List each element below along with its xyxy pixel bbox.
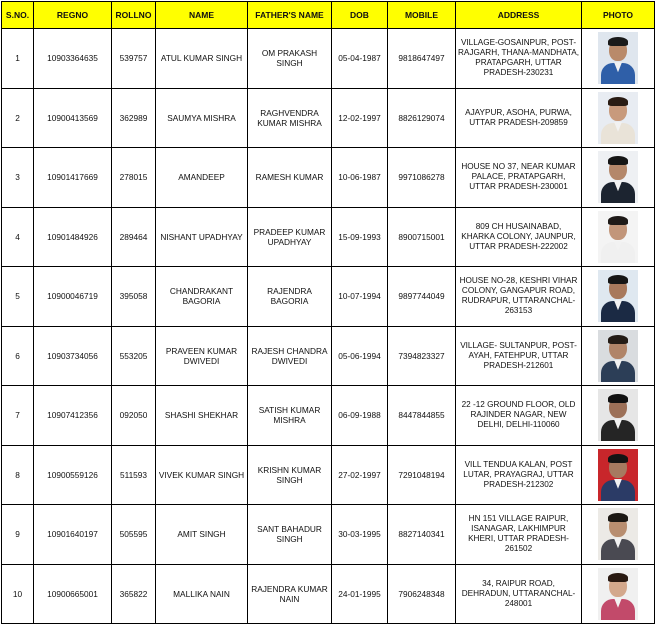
cell-dob: 10-07-1994	[332, 267, 388, 327]
header-mobile: MOBILE	[388, 2, 456, 29]
cell-father: RAJESH CHANDRA DWIVEDI	[248, 326, 332, 386]
cell-dob: 06-09-1988	[332, 386, 388, 446]
photo-hair	[608, 394, 628, 403]
cell-rollno: 092050	[112, 386, 156, 446]
candidate-photo	[598, 389, 638, 441]
header-dob: DOB	[332, 2, 388, 29]
cell-rollno: 365822	[112, 564, 156, 624]
cell-regno: 10903734056	[34, 326, 112, 386]
cell-photo	[582, 505, 655, 565]
cell-rollno: 539757	[112, 29, 156, 89]
cell-dob: 27-02-1997	[332, 445, 388, 505]
photo-hair	[608, 513, 628, 522]
cell-name: VIVEK KUMAR SINGH	[156, 445, 248, 505]
header-row	[2, 2, 655, 29]
cell-regno: 10900665001	[34, 564, 112, 624]
cell-name: NISHANT UPADHYAY	[156, 207, 248, 267]
cell-father: OM PRAKASH SINGH	[248, 29, 332, 89]
candidate-photo	[598, 92, 638, 144]
cell-mobile: 9818647497	[388, 29, 456, 89]
candidate-photo	[598, 508, 638, 560]
photo-hair	[608, 573, 628, 582]
cell-rollno: 511593	[112, 445, 156, 505]
cell-dob: 05-04-1987	[332, 29, 388, 89]
cell-sno: 8	[2, 445, 34, 505]
cell-regno: 10901484926	[34, 207, 112, 267]
cell-photo	[582, 88, 655, 148]
cell-sno: 4	[2, 207, 34, 267]
cell-mobile: 7291048194	[388, 445, 456, 505]
table-row	[2, 386, 655, 446]
cell-regno: 10901640197	[34, 505, 112, 565]
cell-address: VILLAGE-GOSAINPUR, POST-RAJGARH, THANA-MANDHATA, PRATAPGARH, UTTAR PRADESH-230231	[456, 29, 582, 89]
cell-name: CHANDRAKANT BAGORIA	[156, 267, 248, 327]
candidate-photo	[598, 211, 638, 263]
table-row	[2, 326, 655, 386]
cell-photo	[582, 267, 655, 327]
cell-sno: 3	[2, 148, 34, 208]
cell-father: SATISH KUMAR MISHRA	[248, 386, 332, 446]
cell-mobile: 9971086278	[388, 148, 456, 208]
header-address: ADDRESS	[456, 2, 582, 29]
cell-regno: 10903364635	[34, 29, 112, 89]
photo-hair	[608, 156, 628, 165]
cell-address: HOUSE NO 37, NEAR KUMAR PALACE, PRATAPGARH, UTTAR PRADESH-230001	[456, 148, 582, 208]
cell-sno: 7	[2, 386, 34, 446]
cell-mobile: 8826129074	[388, 88, 456, 148]
table-row	[2, 505, 655, 565]
table-row	[2, 148, 655, 208]
candidate-photo	[598, 270, 638, 322]
cell-mobile: 8900715001	[388, 207, 456, 267]
cell-dob: 10-06-1987	[332, 148, 388, 208]
cell-mobile: 7906248348	[388, 564, 456, 624]
cell-father: RAJENDRA KUMAR NAIN	[248, 564, 332, 624]
header-name: NAME	[156, 2, 248, 29]
cell-father: RAMESH KUMAR	[248, 148, 332, 208]
cell-dob: 05-06-1994	[332, 326, 388, 386]
cell-address: VILL TENDUA KALAN, POST LUTAR, PRAYAGRAJ, UTTAR PRADESH-212302	[456, 445, 582, 505]
cell-regno: 10900046719	[34, 267, 112, 327]
cell-mobile: 8447844855	[388, 386, 456, 446]
photo-hair	[608, 216, 628, 225]
cell-father: SANT BAHADUR SINGH	[248, 505, 332, 565]
candidate-photo	[598, 568, 638, 620]
header-regno: REGNO	[34, 2, 112, 29]
table-row	[2, 88, 655, 148]
header-photo: PHOTO	[582, 2, 655, 29]
cell-name: SHASHI SHEKHAR	[156, 386, 248, 446]
cell-name: SAUMYA MISHRA	[156, 88, 248, 148]
photo-hair	[608, 275, 628, 284]
table-row	[2, 267, 655, 327]
cell-name: MALLIKA NAIN	[156, 564, 248, 624]
photo-hair	[608, 97, 628, 106]
candidate-photo	[598, 330, 638, 382]
candidate-photo	[598, 449, 638, 501]
header-father: FATHER'S NAME	[248, 2, 332, 29]
cell-address: HOUSE NO-28, KESHRI VIHAR COLONY, GANGAPUR ROAD, RUDRAPUR, UTTARANCHAL-263153	[456, 267, 582, 327]
cell-sno: 9	[2, 505, 34, 565]
cell-sno: 2	[2, 88, 34, 148]
cell-address: AJAYPUR, ASOHA, PURWA, UTTAR PRADESH-209859	[456, 88, 582, 148]
cell-dob: 30-03-1995	[332, 505, 388, 565]
cell-regno: 10900413569	[34, 88, 112, 148]
candidate-table	[1, 1, 655, 624]
cell-name: PRAVEEN KUMAR DWIVEDI	[156, 326, 248, 386]
cell-rollno: 289464	[112, 207, 156, 267]
cell-photo	[582, 326, 655, 386]
cell-photo	[582, 207, 655, 267]
cell-regno: 10901417669	[34, 148, 112, 208]
cell-name: AMANDEEP	[156, 148, 248, 208]
cell-photo	[582, 386, 655, 446]
candidate-photo	[598, 32, 638, 84]
cell-mobile: 8827140341	[388, 505, 456, 565]
cell-address: 22 -12 GROUND FLOOR, OLD RAJINDER NAGAR, NEW DELHI, DELHI-110060	[456, 386, 582, 446]
photo-hair	[608, 454, 628, 463]
candidate-photo	[598, 151, 638, 203]
cell-address: 34, RAIPUR ROAD, DEHRADUN, UTTARANCHAL-248001	[456, 564, 582, 624]
cell-father: KRISHN KUMAR SINGH	[248, 445, 332, 505]
cell-photo	[582, 564, 655, 624]
cell-mobile: 7394823327	[388, 326, 456, 386]
cell-photo	[582, 29, 655, 89]
cell-regno: 10907412356	[34, 386, 112, 446]
cell-photo	[582, 148, 655, 208]
cell-rollno: 278015	[112, 148, 156, 208]
cell-dob: 12-02-1997	[332, 88, 388, 148]
photo-hair	[608, 37, 628, 46]
table-row	[2, 564, 655, 624]
cell-address: 809 CH HUSAINABAD, KHARKA COLONY, JAUNPUR, UTTAR PRADESH-222002	[456, 207, 582, 267]
cell-rollno: 553205	[112, 326, 156, 386]
cell-sno: 10	[2, 564, 34, 624]
cell-rollno: 395058	[112, 267, 156, 327]
cell-father: PRADEEP KUMAR UPADHYAY	[248, 207, 332, 267]
cell-father: RAGHVENDRA KUMAR MISHRA	[248, 88, 332, 148]
cell-name: ATUL KUMAR SINGH	[156, 29, 248, 89]
table-row	[2, 445, 655, 505]
header-rollno: ROLLNO	[112, 2, 156, 29]
cell-regno: 10900559126	[34, 445, 112, 505]
cell-dob: 15-09-1993	[332, 207, 388, 267]
cell-sno: 6	[2, 326, 34, 386]
cell-rollno: 362989	[112, 88, 156, 148]
cell-dob: 24-01-1995	[332, 564, 388, 624]
table-row	[2, 207, 655, 267]
cell-sno: 5	[2, 267, 34, 327]
cell-address: VILLAGE- SULTANPUR, POST-AYAH, FATEHPUR, UTTAR PRADESH-212601	[456, 326, 582, 386]
cell-name: AMIT SINGH	[156, 505, 248, 565]
cell-mobile: 9897744049	[388, 267, 456, 327]
cell-sno: 1	[2, 29, 34, 89]
cell-rollno: 505595	[112, 505, 156, 565]
photo-hair	[608, 335, 628, 344]
table-row	[2, 29, 655, 89]
cell-photo	[582, 445, 655, 505]
header-sno: S.NO.	[2, 2, 34, 29]
cell-address: HN 151 VILLAGE RAIPUR, ISANAGAR, LAKHIMPUR KHERI, UTTAR PRADESH-261502	[456, 505, 582, 565]
cell-father: RAJENDRA BAGORIA	[248, 267, 332, 327]
